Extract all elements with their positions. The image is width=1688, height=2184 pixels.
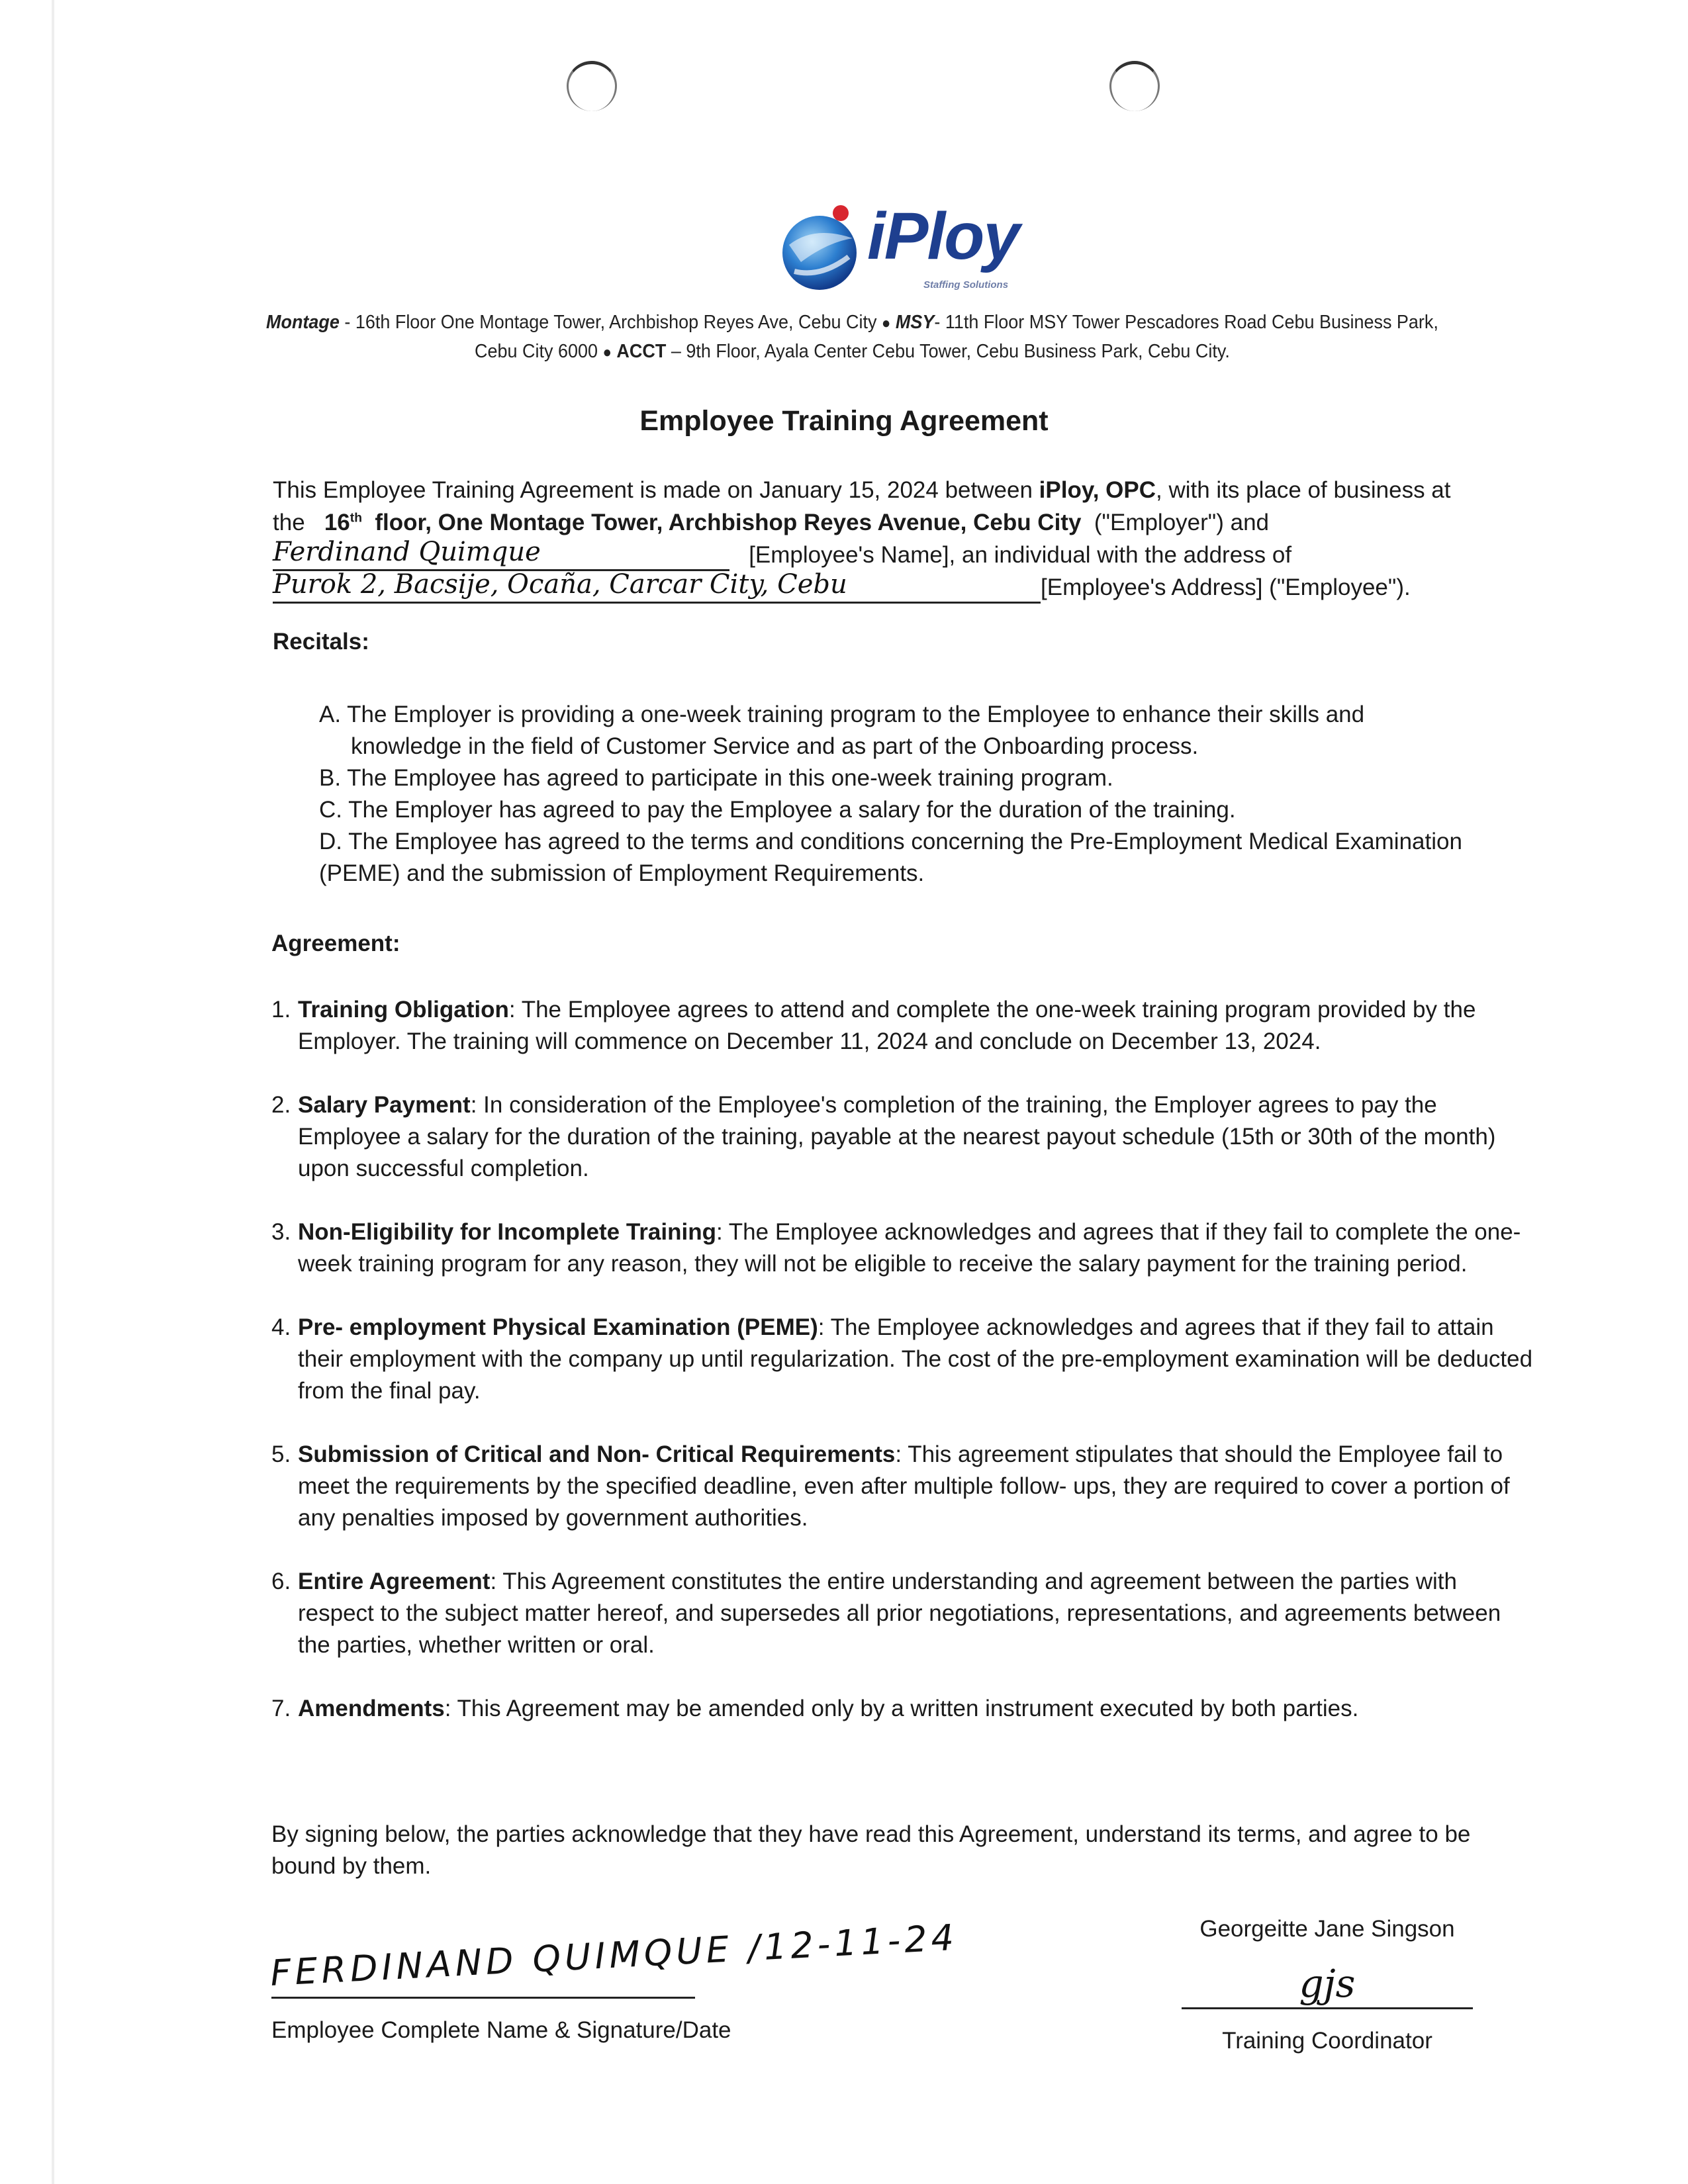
clause-title: Salary Payment	[298, 1092, 471, 1118]
employee-signature-caption: Employee Complete Name & Signature/Date	[271, 2017, 731, 2043]
bullet-icon: ●	[602, 343, 612, 361]
clause-text: : The Employee agrees to attend and complete the one-week training program provided by the Employer. The training will commence on December 11, 2024 and conclude on December 13, 2024.	[298, 997, 1476, 1054]
clause-title: Amendments	[298, 1696, 445, 1721]
document-title: Employee Training Agreement	[639, 405, 1049, 437]
bullet-icon: ●	[881, 314, 891, 332]
company-logo	[774, 199, 1039, 298]
clause-title: Entire Agreement	[298, 1569, 491, 1594]
clause-item	[271, 1216, 1536, 1280]
intro-line-4	[273, 571, 1530, 604]
recital-item	[319, 826, 1530, 889]
recital-text-cont: knowledge in the field of Customer Service and as part of the Onboarding process.	[351, 733, 1199, 759]
logo-wordmark: iPloy	[867, 199, 1019, 273]
montage-label: Montage	[266, 312, 340, 333]
employee-signature: FERDINAND QUIMQUE /12-11-24	[269, 1916, 959, 1994]
clause-title: Pre- employment Physical Examination (PEME)	[298, 1314, 818, 1340]
recital-item	[319, 794, 1530, 826]
intro-text: [Employee's Address] ("Employee").	[1041, 574, 1411, 600]
recital-text: The Employer is providing a one-week training program to the Employee to enhance their skills and	[347, 702, 1365, 727]
clause-title: Training Obligation	[298, 997, 509, 1023]
company-address	[258, 308, 1446, 367]
clause-number: 6.	[271, 1569, 291, 1594]
acct-label: ACCT	[616, 341, 667, 362]
recital-text: The Employee has agreed to participate in this one-week training program.	[347, 765, 1113, 791]
intro-text: ("Employer") and	[1094, 510, 1269, 535]
montage-address: - 16th Floor One Montage Tower, Archbishop Reyes Ave, Cebu City	[339, 312, 882, 333]
recital-item	[319, 699, 1530, 762]
clause-title: Submission of Critical and Non- Critical Requirements	[298, 1441, 896, 1467]
intro-line-1	[273, 474, 1530, 506]
agreement-clauses	[271, 994, 1536, 1725]
coordinator-signature: gjs	[1299, 1961, 1356, 2006]
acct-address: – 9th Floor, Ayala Center Cebu Tower, Cebu Business Park, Cebu City.	[666, 341, 1230, 362]
employee-name-field: Ferdinand Quimque	[273, 539, 729, 571]
employee-address-field: Purok 2, Bacsije, Ocaña, Carcar City, Cebu	[273, 571, 1041, 604]
recital-letter: D.	[319, 829, 342, 854]
intro-text: the	[273, 510, 305, 535]
intro-line-3	[273, 539, 1530, 571]
clause-title: Non-Eligibility for Incomplete Training	[298, 1219, 716, 1245]
floor-number: 16	[324, 510, 350, 535]
recital-text: The Employer has agreed to pay the Employee a salary for the duration of the training.	[348, 797, 1236, 823]
clause-text: : This agreement stipulates that should the Employee fail to meet the requirements by the specified deadline, even after multiple follow- ups, they are required to cover a portion of any penalties imposed by government authorities.	[298, 1441, 1510, 1531]
intro-text: , with its place of business at	[1156, 477, 1451, 503]
recital-letter: B.	[319, 765, 342, 791]
clause-item	[271, 1439, 1536, 1534]
intro-text: [Employee's Name], an individual with the address of	[749, 542, 1292, 568]
clause-text: : This Agreement may be amended only by a written instrument executed by both parties.	[444, 1696, 1359, 1721]
closing-paragraph: By signing below, the parties acknowledge that they have read this Agreement, understand its terms, and agree to be bound by them.	[271, 1821, 1471, 1879]
recitals-list	[319, 699, 1530, 889]
globe-icon	[774, 199, 867, 298]
signature-line	[1182, 2007, 1473, 2009]
employee-signature-block	[269, 1916, 959, 2044]
employer-name: iPloy, OPC	[1039, 477, 1156, 503]
clause-item	[271, 1566, 1536, 1661]
clause-text: : The Employee acknowledges and agrees that if they fail to attain their employment with the company up until regularization. The cost of the pre-employment examination will be deducted from the final pay.	[298, 1314, 1533, 1404]
msy-address: - 11th Floor MSY Tower Pescadores Road Cebu Business Park, Cebu City 6000	[475, 312, 1438, 362]
clause-item	[271, 1089, 1536, 1185]
agreement-heading: Agreement:	[271, 931, 400, 956]
coordinator-name: Georgeitte Jane Singson	[1199, 1916, 1455, 1942]
clause-text: : The Employee acknowledges and agrees that if they fail to complete the one-week training program for any reason, they will not be eligible to receive the salary payment for the training period.	[298, 1219, 1521, 1277]
coordinator-title: Training Coordinator	[1222, 2028, 1432, 2054]
scan-edge	[52, 0, 54, 2184]
clause-number: 1.	[271, 997, 291, 1023]
recital-letter: C.	[319, 797, 342, 823]
msy-label: MSY	[895, 312, 935, 333]
recital-text: The Employee has agreed to the terms and conditions concerning the Pre-Employment Medical Examination	[348, 829, 1462, 854]
recital-text-cont: (PEME) and the submission of Employment Requirements.	[319, 860, 925, 886]
clause-item	[271, 994, 1536, 1058]
clause-item	[271, 1312, 1536, 1407]
logo-tagline: Staffing Solutions	[923, 279, 1009, 291]
clause-item	[271, 1693, 1536, 1725]
clause-number: 4.	[271, 1314, 291, 1340]
clause-number: 3.	[271, 1219, 291, 1245]
intro-line-2	[273, 506, 1530, 539]
intro-text: This Employee Training Agreement is made on January 15, 2024 between	[273, 477, 1033, 503]
signature-line	[271, 1997, 695, 1999]
clause-text: : This Agreement constitutes the entire understanding and agreement between the parties with respect to the subject matter hereof, and supersedes all prior negotiations, representations, and agreements between the parties, whether written or oral.	[298, 1569, 1501, 1658]
recital-item	[319, 762, 1530, 794]
coordinator-signature-block	[1172, 1916, 1483, 2054]
clause-number: 5.	[271, 1441, 291, 1467]
clause-number: 2.	[271, 1092, 291, 1118]
intro-paragraph	[273, 474, 1530, 604]
recital-letter: A.	[319, 702, 342, 727]
floor-suffix: th	[350, 511, 362, 525]
punch-hole-left	[567, 61, 617, 111]
clause-number: 7.	[271, 1696, 291, 1721]
punch-hole-right	[1109, 61, 1160, 111]
employer-address: floor, One Montage Tower, Archbishop Reyes Avenue, Cebu City	[375, 510, 1082, 535]
clause-text: : In consideration of the Employee's completion of the training, the Employer agrees to pay the Employee a salary for the duration of the training, payable at the nearest payout schedule (15th or 30th of the month) upon successful completion.	[298, 1092, 1496, 1181]
recitals-heading: Recitals:	[273, 629, 369, 655]
